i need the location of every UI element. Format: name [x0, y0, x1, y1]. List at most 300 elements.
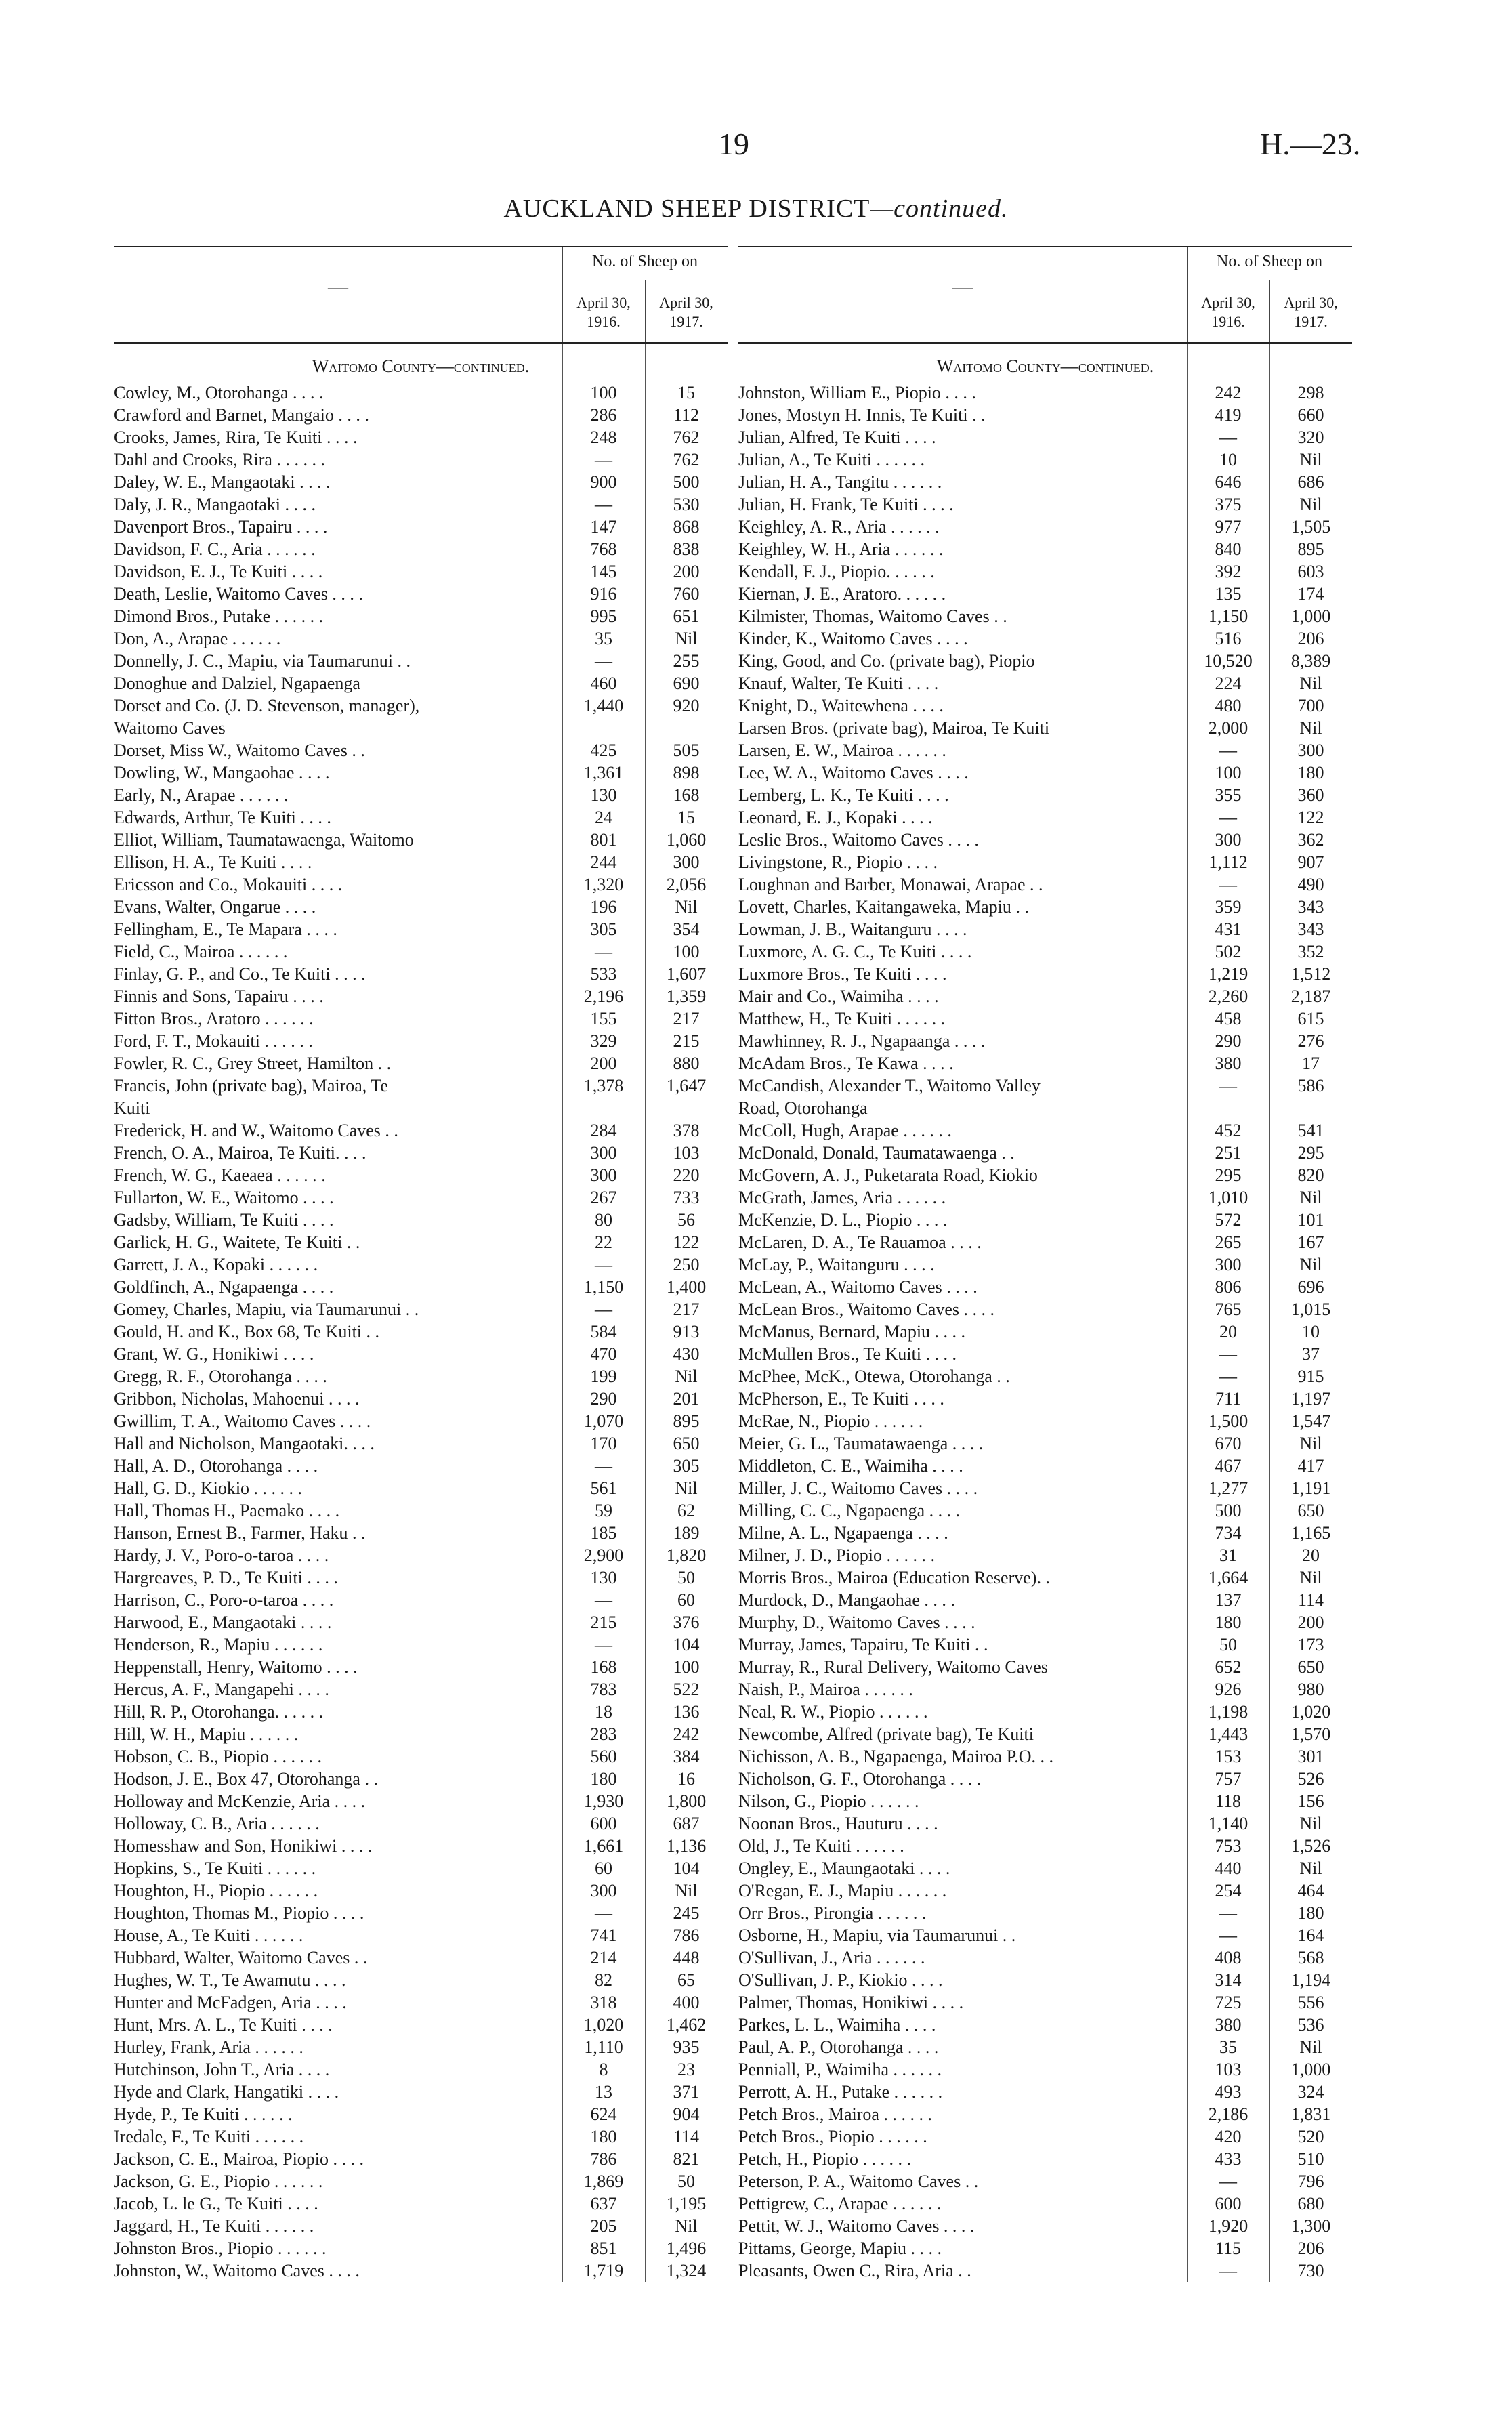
sheep-1917: 65: [677, 1970, 695, 1990]
sheep-1916: 290: [1215, 1031, 1242, 1051]
table-row: [738, 583, 1352, 605]
table-row: [738, 493, 1352, 516]
sheep-1916: 1,150: [1208, 606, 1248, 626]
sheep-1916: 2,186: [1208, 2104, 1248, 2124]
table-row: [114, 1924, 728, 1947]
owner-name: Crooks, James, Rira, Te Kuiti . . . .: [114, 428, 358, 447]
sheep-1916: —: [1219, 2171, 1237, 2191]
sheep-1917: 168: [673, 785, 700, 805]
owner-name: Daly, J. R., Mangaotaki . . . .: [114, 495, 316, 514]
sheep-1916: 135: [1215, 584, 1242, 604]
sheep-1917: 1,191: [1290, 1478, 1331, 1498]
sheep-1916: 500: [1215, 1501, 1242, 1520]
sheep-1916: 801: [590, 830, 617, 850]
table-row: [114, 2148, 728, 2170]
sheep-1916: 284: [590, 1121, 617, 1140]
sheep-1916: 24: [595, 808, 612, 827]
owner-name: Garlick, H. G., Waitete, Te Kuiti . .: [114, 1232, 360, 1252]
table-row: [738, 1790, 1352, 1812]
owner-name: Edwards, Arthur, Te Kuiti . . . .: [114, 808, 331, 827]
table-row: [114, 1007, 728, 1030]
sheep-1916: 359: [1215, 897, 1242, 917]
table-row: [114, 1455, 728, 1477]
sheep-1917: Nil: [1299, 1568, 1322, 1587]
table-row: [738, 806, 1352, 829]
table-row: [738, 2014, 1352, 2036]
table-row: [114, 1544, 728, 1566]
owner-name: Old, J., Te Kuiti . . . . . .: [738, 1836, 904, 1856]
header-sheep-label: No. of Sheep on: [1217, 253, 1322, 270]
table-row: [114, 1052, 728, 1075]
owner-name: Murphy, D., Waitomo Caves . . . .: [738, 1613, 975, 1632]
sheep-1916: 419: [1215, 405, 1242, 425]
table-row: [738, 2192, 1352, 2215]
sheep-1916: 977: [1215, 517, 1242, 537]
sheep-1916: 1,661: [583, 1836, 624, 1856]
owner-name: Murray, James, Tapairu, Te Kuiti . .: [738, 1635, 988, 1655]
sheep-1917: Nil: [1299, 1188, 1322, 1207]
owner-name: Fullarton, W. E., Waitomo . . . .: [114, 1188, 334, 1207]
sheep-1917: 680: [1297, 2194, 1324, 2213]
table-row: [738, 1634, 1352, 1656]
table-row: [114, 1209, 728, 1231]
table-row: [738, 1231, 1352, 1253]
table-row: [114, 694, 728, 717]
owner-name: Hill, W. H., Mapiu . . . . . .: [114, 1724, 299, 1744]
sheep-1917: 1,607: [666, 964, 707, 984]
sheep-1917: 696: [1297, 1277, 1324, 1297]
sheep-1917: 400: [673, 1993, 700, 2012]
sheep-1916: 711: [1215, 1389, 1242, 1409]
owner-name: Keighley, A. R., Aria . . . . . .: [738, 517, 940, 537]
sheep-1917: 320: [1297, 428, 1324, 447]
sheep-1916: 637: [590, 2194, 617, 2213]
table-row: [114, 2170, 728, 2192]
sheep-1916: 35: [1219, 2037, 1237, 2057]
owner-name: Hughes, W. T., Te Awamutu . . . .: [114, 1970, 346, 1990]
table-row: [738, 1477, 1352, 1499]
table-row: [738, 1388, 1352, 1410]
table-row: [114, 2125, 728, 2148]
table-row: [114, 560, 728, 583]
owner-name: Hargreaves, P. D., Te Kuiti . . . .: [114, 1568, 338, 1587]
sheep-1917: 2,187: [1290, 986, 1331, 1006]
sheep-1916: —: [1219, 1903, 1237, 1923]
sheep-1917: 15: [677, 383, 695, 402]
table-row: [738, 538, 1352, 560]
table-row: [738, 2036, 1352, 2058]
owner-name: Hyde and Clark, Hangatiki . . . .: [114, 2082, 339, 2102]
sheep-1916: —: [595, 1299, 612, 1319]
table-row: [738, 2170, 1352, 2192]
owner-name: Petch, H., Piopio . . . . . .: [738, 2149, 911, 2169]
sheep-1917: 8,389: [1290, 651, 1331, 671]
sheep-1917: 50: [677, 1568, 695, 1587]
sheep-1916: 168: [590, 1657, 617, 1677]
header-dash: —: [952, 276, 973, 298]
owner-name: Meier, G. L., Taumatawaenga . . . .: [738, 1434, 984, 1453]
table-row: [738, 627, 1352, 650]
sheep-1916: 783: [590, 1680, 617, 1699]
table-row: [738, 2058, 1352, 2081]
owner-name: Davidson, F. C., Aria . . . . . .: [114, 539, 316, 559]
section-heading: [738, 344, 1352, 381]
sheep-1917: 15: [677, 808, 695, 827]
sheep-1916: 741: [590, 1926, 617, 1945]
table-row: [114, 672, 728, 694]
sheep-1917: 510: [1297, 2149, 1324, 2169]
sheep-1916: —: [595, 651, 612, 671]
sheep-1917: 104: [673, 1858, 700, 1878]
sheep-1917: 301: [1297, 1747, 1324, 1766]
sheep-1917: 526: [1297, 1769, 1324, 1789]
sheep-1917: 920: [673, 696, 700, 715]
owner-name: Daley, W. E., Mangaotaki . . . .: [114, 472, 331, 492]
table-row: [738, 404, 1352, 426]
owner-name: Murdock, D., Mangaohae . . . .: [738, 1590, 955, 1610]
sheep-1916: 318: [590, 1993, 617, 2012]
owner-name: Dimond Bros., Putake . . . . . .: [114, 606, 324, 626]
owner-name: Francis, John (private bag), Mairoa, Te: [114, 1076, 388, 1096]
table-row: [114, 829, 728, 851]
sheep-1917: 915: [1297, 1367, 1324, 1386]
sheep-1917: 245: [673, 1903, 700, 1923]
sheep-1917: 1,570: [1290, 1724, 1331, 1744]
table-row: [114, 381, 728, 404]
owner-name: Parkes, L. L., Waimiha . . . .: [738, 2015, 936, 2035]
sheep-1916: 2,900: [583, 1545, 624, 1565]
sheep-1917: 324: [1297, 2082, 1324, 2102]
owner-name: Field, C., Mairoa . . . . . .: [114, 942, 288, 961]
sheep-1916: 215: [590, 1613, 617, 1632]
table-row: [738, 1701, 1352, 1723]
table-row: [738, 1499, 1352, 1522]
table-row: [738, 717, 1352, 739]
sheep-1916: 2,196: [583, 986, 624, 1006]
sheep-1917: 122: [673, 1232, 700, 1252]
owner-name: Petch Bros., Mairoa . . . . . .: [738, 2104, 932, 2124]
section-heading: [114, 344, 728, 381]
owner-name: Evans, Walter, Ongarue . . . .: [114, 897, 316, 917]
owner-name: Crawford and Barnet, Mangaio . . . .: [114, 405, 369, 425]
sheep-1917: 376: [673, 1613, 700, 1632]
owner-name: Jackson, C. E., Mairoa, Piopio . . . .: [114, 2149, 364, 2169]
sheep-1916: 103: [1215, 2060, 1242, 2079]
table-header: [114, 246, 728, 344]
sheep-1917: 868: [673, 517, 700, 537]
owner-name: Nichisson, A. B., Ngapaenga, Mairoa P.O. . .: [738, 1747, 1054, 1766]
sheep-1916: 900: [590, 472, 617, 492]
owner-name: Julian, H. Frank, Te Kuiti . . . .: [738, 495, 954, 514]
sheep-1916: 355: [1215, 785, 1242, 805]
sheep-1917: 1,197: [1290, 1389, 1331, 1409]
sheep-1917: 371: [673, 2082, 700, 2102]
owner-name: Jackson, G. E., Piopio . . . . . .: [114, 2171, 323, 2191]
sheep-1917: 687: [673, 1814, 700, 1833]
sheep-1917: 23: [677, 2060, 695, 2079]
sheep-1917: 536: [1297, 2015, 1324, 2035]
sheep-1916: 248: [590, 428, 617, 447]
sheep-1916: 502: [1215, 942, 1242, 961]
sheep-1916: 82: [595, 1970, 612, 1990]
table-row: [738, 784, 1352, 806]
table-row: [738, 1544, 1352, 1566]
table-row: [738, 1343, 1352, 1365]
table-row: [114, 1678, 728, 1701]
sheep-1916: 725: [1215, 1993, 1242, 2012]
owner-name: Jones, Mostyn H. Innis, Te Kuiti . .: [738, 405, 986, 425]
sheep-1917: 104: [673, 1635, 700, 1655]
sheep-1917: 101: [1297, 1210, 1324, 1230]
sheep-1917: 20: [1302, 1545, 1320, 1565]
table-row: [738, 2081, 1352, 2103]
sheep-1916: 20: [1219, 1322, 1237, 1342]
sheep-1917: 174: [1297, 584, 1324, 604]
table-row: [114, 1097, 728, 1119]
owner-name: McPhee, McK., Otewa, Otorohanga . .: [738, 1367, 1010, 1386]
sheep-1917: 103: [673, 1143, 700, 1163]
owner-name: Jaggard, H., Te Kuiti . . . . . .: [114, 2216, 314, 2236]
table-row: [114, 1432, 728, 1455]
sheep-1916: 100: [590, 383, 617, 402]
sheep-1916: 533: [590, 964, 617, 984]
table-row: [114, 404, 728, 426]
sheep-1916: [562, 717, 645, 739]
owner-name: McLay, P., Waitanguru . . . .: [738, 1255, 935, 1274]
sheep-1917: 10: [1302, 1322, 1320, 1342]
table-row: [114, 1947, 728, 1969]
sheep-1916: 13: [595, 2082, 612, 2102]
sheep-1917: Nil: [675, 629, 698, 648]
sheep-1917: 500: [673, 472, 700, 492]
table-row: [114, 1343, 728, 1365]
sheep-1916: [1187, 1097, 1269, 1119]
sheep-1916: 145: [590, 562, 617, 581]
sheep-1916: 242: [1215, 383, 1242, 402]
sheep-1917: 1,526: [1290, 1836, 1331, 1856]
sheep-1917: 215: [673, 1031, 700, 1051]
report-reference: H.—23.: [1260, 127, 1361, 161]
sheep-1916: 130: [590, 785, 617, 805]
owner-name: McManus, Bernard, Mapiu . . . .: [738, 1322, 966, 1342]
table-row: [738, 1522, 1352, 1544]
table-row: [738, 1745, 1352, 1768]
sheep-1917: 820: [1297, 1165, 1324, 1185]
header-sheep-label: No. of Sheep on: [592, 253, 698, 270]
table-row: [114, 806, 728, 829]
sheep-1917: 935: [673, 2037, 700, 2057]
owner-name: Luxmore, A. G. C., Te Kuiti . . . .: [738, 942, 972, 961]
owner-name: Davidson, E. J., Te Kuiti . . . .: [114, 562, 323, 581]
table-row: [738, 650, 1352, 672]
owner-name: Nicholson, G. F., Otorohanga . . . .: [738, 1769, 982, 1789]
sheep-1916: 1,219: [1208, 964, 1248, 984]
owner-name: Mair and Co., Waimiha . . . .: [738, 986, 939, 1006]
sheep-1917: 305: [673, 1456, 700, 1476]
table-row: [114, 1499, 728, 1522]
sheep-1916: 300: [1215, 830, 1242, 850]
owner-name: Ongley, E., Maungaotaki . . . .: [738, 1858, 950, 1878]
table-row: [738, 1052, 1352, 1075]
owner-name: Perrott, A. H., Putake . . . . . .: [738, 2082, 943, 2102]
sheep-1917: 1,400: [666, 1277, 707, 1297]
owner-name: Kiernan, J. E., Aratoro. . . . . .: [738, 584, 946, 604]
sheep-1917: 556: [1297, 1993, 1324, 2012]
sheep-1916: 137: [1215, 1590, 1242, 1610]
sheep-1917: 541: [1297, 1121, 1324, 1140]
table-row: [738, 471, 1352, 493]
sheep-1917: 1,800: [666, 1791, 707, 1811]
right-table: [738, 246, 1352, 2282]
sheep-1916: —: [1219, 1076, 1237, 1096]
owner-name: Hardy, J. V., Poro-o-taroa . . . .: [114, 1545, 329, 1565]
table-row: [114, 2237, 728, 2260]
sheep-1916: 300: [590, 1143, 617, 1163]
sheep-1916: 646: [1215, 472, 1242, 492]
sheep-1917: Nil: [675, 1881, 698, 1900]
sheep-1917: Nil: [1299, 1255, 1322, 1274]
owner-name: Hill, R. P., Otorohanga. . . . . .: [114, 1702, 324, 1722]
sheep-1916: 916: [590, 584, 617, 604]
sheep-1917: 200: [673, 562, 700, 581]
sheep-1917: 343: [1297, 897, 1324, 917]
sheep-1917: 180: [1297, 1903, 1324, 1923]
owner-name: McMullen Bros., Te Kuiti . . . .: [738, 1344, 957, 1364]
owner-name: Elliot, William, Taumatawaenga, Waitomo: [114, 830, 414, 850]
table-row: [114, 1902, 728, 1924]
sheep-1916: 214: [590, 1948, 617, 1968]
owner-name: Donoghue and Dalziel, Ngapaenga: [114, 673, 360, 693]
owner-name: Lovett, Charles, Kaitangaweka, Mapiu . .: [738, 897, 1029, 917]
sheep-1916: 425: [590, 741, 617, 760]
sheep-1917: 1,359: [666, 986, 707, 1006]
sheep-1917: 650: [1297, 1657, 1324, 1677]
sheep-1917: 1,015: [1290, 1299, 1331, 1319]
table-row: [738, 762, 1352, 784]
table-row: [114, 1119, 728, 1142]
sheep-1917: 760: [673, 584, 700, 604]
sheep-1916: —: [1219, 428, 1237, 447]
table-row: [114, 1566, 728, 1589]
sheep-1917: 821: [673, 2149, 700, 2169]
owner-name: Penniall, P., Waimiha . . . . . .: [738, 2060, 942, 2079]
sheep-1917: 838: [673, 539, 700, 559]
table-row: [738, 672, 1352, 694]
sheep-1917: 136: [673, 1702, 700, 1722]
sheep-1916: 180: [590, 2127, 617, 2146]
sheep-1916: 205: [590, 2216, 617, 2236]
sheep-1917: 1,324: [666, 2261, 707, 2281]
owner-name: McAdam Bros., Te Kawa . . . .: [738, 1054, 954, 1073]
sheep-1917: 242: [673, 1724, 700, 1744]
table-rows: [114, 381, 728, 2282]
sheep-1916: 851: [590, 2239, 617, 2258]
owner-name: Larsen, E. W., Mairoa . . . . . .: [738, 741, 946, 760]
sheep-1917: Nil: [675, 897, 698, 917]
sheep-1917: 62: [677, 1501, 695, 1520]
sheep-1917: 100: [673, 942, 700, 961]
sheep-1917: 378: [673, 1121, 700, 1140]
table-row: [738, 449, 1352, 471]
table-row: [738, 963, 1352, 985]
owner-name: Hercus, A. F., Mangapehi . . . .: [114, 1680, 329, 1699]
table-rows: [738, 381, 1352, 2282]
sheep-1917: 880: [673, 1054, 700, 1073]
table-row: [114, 2036, 728, 2058]
sheep-1916: —: [595, 1255, 612, 1274]
sheep-1916: 2,260: [1208, 986, 1248, 1006]
sheep-1917: [1269, 1097, 1352, 1119]
owner-name: Pittams, George, Mapiu . . . .: [738, 2239, 942, 2258]
sheep-1916: —: [595, 495, 612, 514]
owner-name: Hobson, C. B., Piopio . . . . . .: [114, 1747, 322, 1766]
owner-name: Middleton, C. E., Waimiha . . . .: [738, 1456, 963, 1476]
owner-name: Davenport Bros., Tapairu . . . .: [114, 517, 328, 537]
sheep-1917: Nil: [1299, 495, 1322, 514]
owner-name: Gregg, R. F., Otorohanga . . . .: [114, 1367, 327, 1386]
owner-name: Julian, H. A., Tangitu . . . . . .: [738, 472, 942, 492]
table-row: [738, 1365, 1352, 1388]
table-row: [738, 1723, 1352, 1745]
sheep-1917: 1,136: [666, 1836, 707, 1856]
owner-name: O'Sullivan, J. P., Kiokio . . . .: [738, 1970, 943, 1990]
owner-name: Gribbon, Nicholas, Mahoenui . . . .: [114, 1389, 360, 1409]
sheep-1917: Nil: [1299, 1434, 1322, 1453]
sheep-1916: 467: [1215, 1456, 1242, 1476]
owner-name: Fitton Bros., Aratoro . . . . . .: [114, 1009, 314, 1028]
sheep-1917: 164: [1297, 1926, 1324, 1945]
sheep-1916: 100: [1215, 763, 1242, 783]
owner-name: Knauf, Walter, Te Kuiti . . . .: [738, 673, 939, 693]
table-row: [114, 2081, 728, 2103]
table-row: [738, 1969, 1352, 1991]
sheep-1916: 995: [590, 606, 617, 626]
sheep-1917: 762: [673, 428, 700, 447]
sheep-1916: 433: [1215, 2149, 1242, 2169]
owner-name: Leonard, E. J., Kopaki . . . .: [738, 808, 933, 827]
owner-name: McLean, A., Waitomo Caves . . . .: [738, 1277, 978, 1297]
sheep-1916: 600: [590, 1814, 617, 1833]
owner-name: Nilson, G., Piopio . . . . . .: [738, 1791, 919, 1811]
owner-name: Hodson, J. E., Box 47, Otorohanga . .: [114, 1769, 378, 1789]
sheep-1917: 2,056: [666, 875, 707, 894]
owner-name: Kendall, F. J., Piopio. . . . . .: [738, 562, 935, 581]
left-table: [114, 246, 728, 2282]
owner-name: Leslie Bros., Waitomo Caves . . . .: [738, 830, 979, 850]
table-row: [738, 1097, 1352, 1119]
table-row: [738, 1902, 1352, 1924]
table-row: [738, 605, 1352, 627]
owner-name: Hall and Nicholson, Mangaotaki. . . .: [114, 1434, 375, 1453]
sheep-1917: 660: [1297, 405, 1324, 425]
owner-name: Hall, A. D., Otorohanga . . . .: [114, 1456, 318, 1476]
table-row: [738, 2103, 1352, 2125]
table-row: [738, 1835, 1352, 1857]
table-row: [738, 1276, 1352, 1298]
sheep-1917: 217: [673, 1009, 700, 1028]
sheep-1916: 130: [590, 1568, 617, 1587]
sheep-1917: Nil: [1299, 1858, 1322, 1878]
sheep-1916: 329: [590, 1031, 617, 1051]
owner-name: Naish, P., Mairoa . . . . . .: [738, 1680, 913, 1699]
owner-name: Lowman, J. B., Waitanguru . . . .: [738, 919, 967, 939]
table-row: [114, 1634, 728, 1656]
sheep-1917: 907: [1297, 852, 1324, 872]
sheep-1917: 1,060: [666, 830, 707, 850]
sheep-1916: 516: [1215, 629, 1242, 648]
table-row: [738, 2237, 1352, 2260]
sheep-1917: 1,505: [1290, 517, 1331, 537]
